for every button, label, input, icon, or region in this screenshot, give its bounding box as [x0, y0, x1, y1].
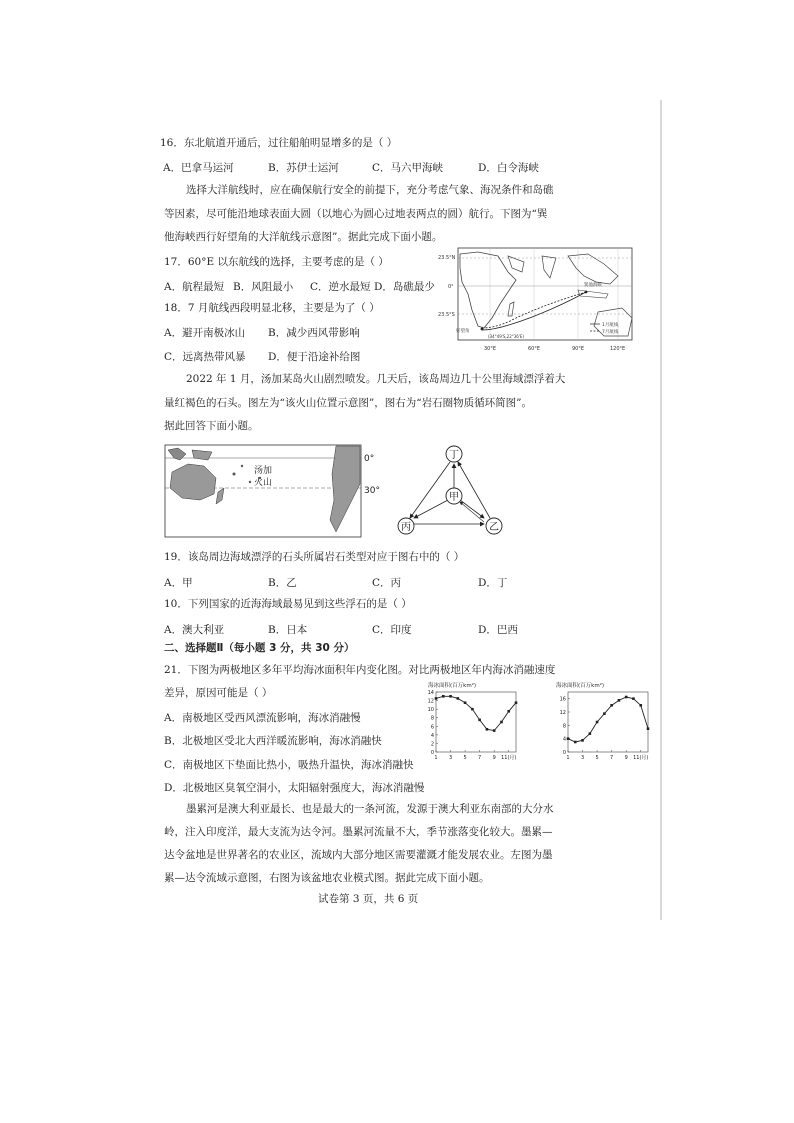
route-map-lon-120: 120°E	[610, 346, 626, 352]
q18-option-b: B．减少西风带影响	[268, 327, 360, 339]
rock-node-ding: 丁	[449, 450, 459, 461]
chart1-xtick-label: 7	[610, 755, 614, 761]
route-map-lon-60: 60°E	[528, 346, 541, 352]
chart1-point	[596, 721, 599, 724]
chart1-point	[589, 732, 592, 735]
chart0-point	[449, 695, 452, 698]
q18-stem: 18．7 月航线西段明显北移，主要是为了（ ）	[164, 302, 380, 314]
chart1-xtick-label: 9	[624, 755, 628, 761]
passage1-line3: 他海峡西行好望角的大洋航线示意图”。据此完成下面小题。	[164, 231, 443, 243]
chart0-point	[493, 729, 496, 732]
chart1-xtick-label: 5	[595, 755, 599, 761]
chart0-xtick-label: 5	[463, 755, 467, 761]
q10-option-a: A．澳大利亚	[164, 624, 225, 636]
chart1-point	[603, 712, 606, 715]
q10-option-b: B．日本	[268, 624, 308, 636]
chart0-xtick-label: 11(月)	[501, 755, 517, 761]
rock-node-bing: 丙	[401, 522, 411, 533]
chart0-frame	[436, 692, 516, 752]
section2-title: 二、选择题Ⅱ（每小题 3 分，共 30 分）	[164, 642, 355, 654]
chart0-ytick-label: 0	[430, 750, 434, 756]
chart0-xtick-label: 7	[478, 755, 482, 761]
passage1-line1: 选择大洋航线时，应在确保航行安全的前提下，充分考虑气象、海况条件和岛礁	[186, 184, 554, 196]
q17-option-b: B．风阻最小	[233, 281, 294, 293]
passage1-line2: 等因素，尽可能沿地球表面大圆（以地心为圆心过地表两点的圆）航行。下图为“巽	[164, 208, 548, 220]
chart0-point	[471, 708, 474, 711]
route-map-legend-jan: 1月航线	[602, 323, 619, 328]
q19-option-d: D．丁	[478, 577, 508, 589]
chart1-xtick-label: 1	[566, 755, 570, 761]
chart0-series-line	[436, 696, 516, 730]
chart1-ytick-label: 0	[562, 750, 566, 756]
route-map-lat-bottom: 23.5°S	[438, 312, 455, 318]
chart1-xtick-label: 3	[580, 755, 585, 761]
q16-option-c: C．马六甲海峡	[372, 162, 444, 174]
chart0-point	[507, 710, 510, 713]
page-edge-line	[660, 100, 662, 920]
chart0-ytick-label: 12	[427, 698, 434, 705]
q16-stem: 16．东北航道开通后，过往船舶明显增多的是（ ）	[160, 137, 398, 149]
chart0-ytick-label: 2	[430, 741, 434, 748]
route-map-lon-90: 90°E	[572, 346, 585, 352]
q10-stem: 10．下列国家的近海海域最易见到这些浮石的是（ ）	[164, 598, 412, 610]
route-map-start-label: 巽他海峡	[584, 283, 602, 288]
route-map-lat-top: 23.5°N	[438, 255, 456, 261]
route-map-end-label: 好望角	[456, 329, 470, 334]
passage3-line2: 岭，注入印度洋，最大支流为达令河。墨累河流量不大，季节涨落变化较大。墨累—	[164, 826, 553, 838]
route-map	[438, 246, 638, 358]
chart1-point	[610, 704, 613, 707]
chart0-ytick-label: 10	[427, 707, 434, 714]
chart1-point	[647, 727, 650, 730]
chart1-point	[632, 697, 635, 700]
chart0-ytick-label: 14	[427, 690, 434, 696]
chart0-ytick-label: 4	[430, 732, 434, 739]
chart0-ytick-label: 6	[430, 724, 434, 731]
volcano-label-line1: 汤加	[254, 466, 273, 476]
page-footer: 试卷第 3 页，共 6 页	[318, 893, 419, 905]
chart1-point	[618, 699, 621, 702]
q17-option-d: D．岛礁最少	[374, 281, 435, 293]
q21-option-a: A．南极地区受西风漂流影响，海冰消融慢	[164, 712, 361, 724]
q18-option-d: D．便于沿途补给图	[268, 351, 361, 363]
passage2-line2: 量红褐色的石头。图左为“该火山位置示意图”，图右为“岩石圈物质循环简图”。	[164, 397, 532, 409]
passage3-line1: 墨累河是澳大利亚最长、也是最大的一条河流，发源于澳大利亚东南部的大分水	[186, 803, 554, 815]
q21-stem-line2: 差异，原因可能是（ ）	[164, 687, 273, 699]
chart1-series-line	[568, 697, 648, 742]
chart0-ytick-label: 8	[430, 715, 434, 722]
chart0-point	[457, 697, 460, 700]
q18-option-a: A．避开南极冰山	[164, 327, 246, 339]
q19-option-b: B．乙	[268, 577, 297, 589]
chart1-ytick-label: 4	[562, 736, 566, 743]
q19-stem: 19．该岛周边海域漂浮的石头所属岩石类型对应于图右中的（ ）	[164, 551, 465, 563]
antarctic-sea-ice-chart	[552, 680, 654, 764]
q21-option-d: D．北极地区臭氧空洞小，太阳辐射强度大，海冰消融慢	[164, 782, 425, 794]
chart0-xtick-label: 3	[448, 755, 453, 761]
q16-option-d: D．白令海峡	[478, 162, 539, 174]
q19-option-a: A．甲	[164, 577, 193, 589]
q18-option-c: C．远离热带风暴	[164, 351, 246, 363]
chart0-xtick-label: 9	[492, 755, 496, 761]
volcano-label-line2: 火山	[254, 478, 273, 488]
arctic-sea-ice-chart	[420, 680, 522, 764]
chart1-xtick-label: 11(月)	[633, 755, 649, 761]
chart1-point	[625, 696, 628, 699]
route-map-coord-label: (34°49'S,22°36'E)	[488, 334, 525, 339]
chart0-xtick-label: 1	[434, 755, 438, 761]
route-map-lon-30: 30°E	[484, 346, 497, 352]
passage2-line3: 据此回答下面小题。	[164, 420, 259, 432]
chart0-point	[486, 728, 489, 731]
q21-option-c: C．南极地区下垫面比热小，吸热升温快，海冰消融快	[164, 759, 414, 771]
passage3-line3: 达令盆地是世界著名的农业区，流域内大部分地区需要灌溉才能发展农业。左图为墨	[164, 849, 553, 861]
chart1-point	[567, 737, 570, 740]
chart1-ytick-label: 8	[562, 723, 566, 730]
chart1-ylabel: 海冰面积(百万km²)	[556, 683, 605, 689]
q17-option-c: C．逆水最短	[310, 281, 371, 293]
chart0-point	[500, 721, 503, 724]
chart0-point	[464, 701, 467, 704]
passage2-line1: 2022 年 1 月，汤加某岛火山剧烈喷发。几天后，该岛周边几十公里海域漂浮着大	[186, 373, 566, 385]
rock-cycle-diagram	[396, 444, 506, 540]
q21-option-b: B．北极地区受北大西洋暖流影响，海冰消融快	[164, 735, 382, 747]
chart0-point	[435, 697, 438, 700]
route-map-lat-mid: 0°	[448, 284, 454, 290]
chart0-point	[515, 701, 518, 704]
volcano-map-lat-30: 30°	[364, 486, 380, 496]
volcano-map-lat-0: 0°	[364, 454, 375, 464]
chart1-ytick-label: 12	[559, 710, 566, 716]
q17-option-a: A．航程最短	[164, 281, 225, 293]
chart1-point	[581, 739, 584, 742]
chart0-ylabel: 海冰面积(百万km²)	[428, 683, 477, 689]
volcano-location-map	[164, 444, 380, 540]
q17-stem: 17．60°E 以东航线的选择，主要考虑的是（ ）	[164, 256, 389, 268]
rock-node-jia: 甲	[449, 492, 459, 503]
route-map-legend-jul: 7月航线	[602, 330, 619, 335]
q21-stem-line1: 21．下图为两极地区多年平均海冰面积年内变化图。对比两极地区年内海冰消融速度	[164, 664, 556, 676]
q16-option-a: A．巴拿马运河	[163, 162, 234, 174]
chart1-point	[639, 704, 642, 707]
chart1-point	[574, 741, 577, 744]
passage3-line4: 累—达令流域示意图，右图为该盆地农业模式图。据此完成下面小题。	[164, 872, 490, 884]
rock-node-yi: 乙	[489, 522, 499, 533]
q10-option-d: D．巴西	[478, 624, 518, 636]
chart0-point	[478, 719, 481, 722]
chart1-ytick-label: 16	[559, 696, 566, 703]
chart0-point	[442, 695, 445, 698]
q16-option-b: B．苏伊士运河	[268, 162, 339, 174]
q10-option-c: C．印度	[372, 624, 412, 636]
q19-option-c: C．丙	[372, 577, 402, 589]
